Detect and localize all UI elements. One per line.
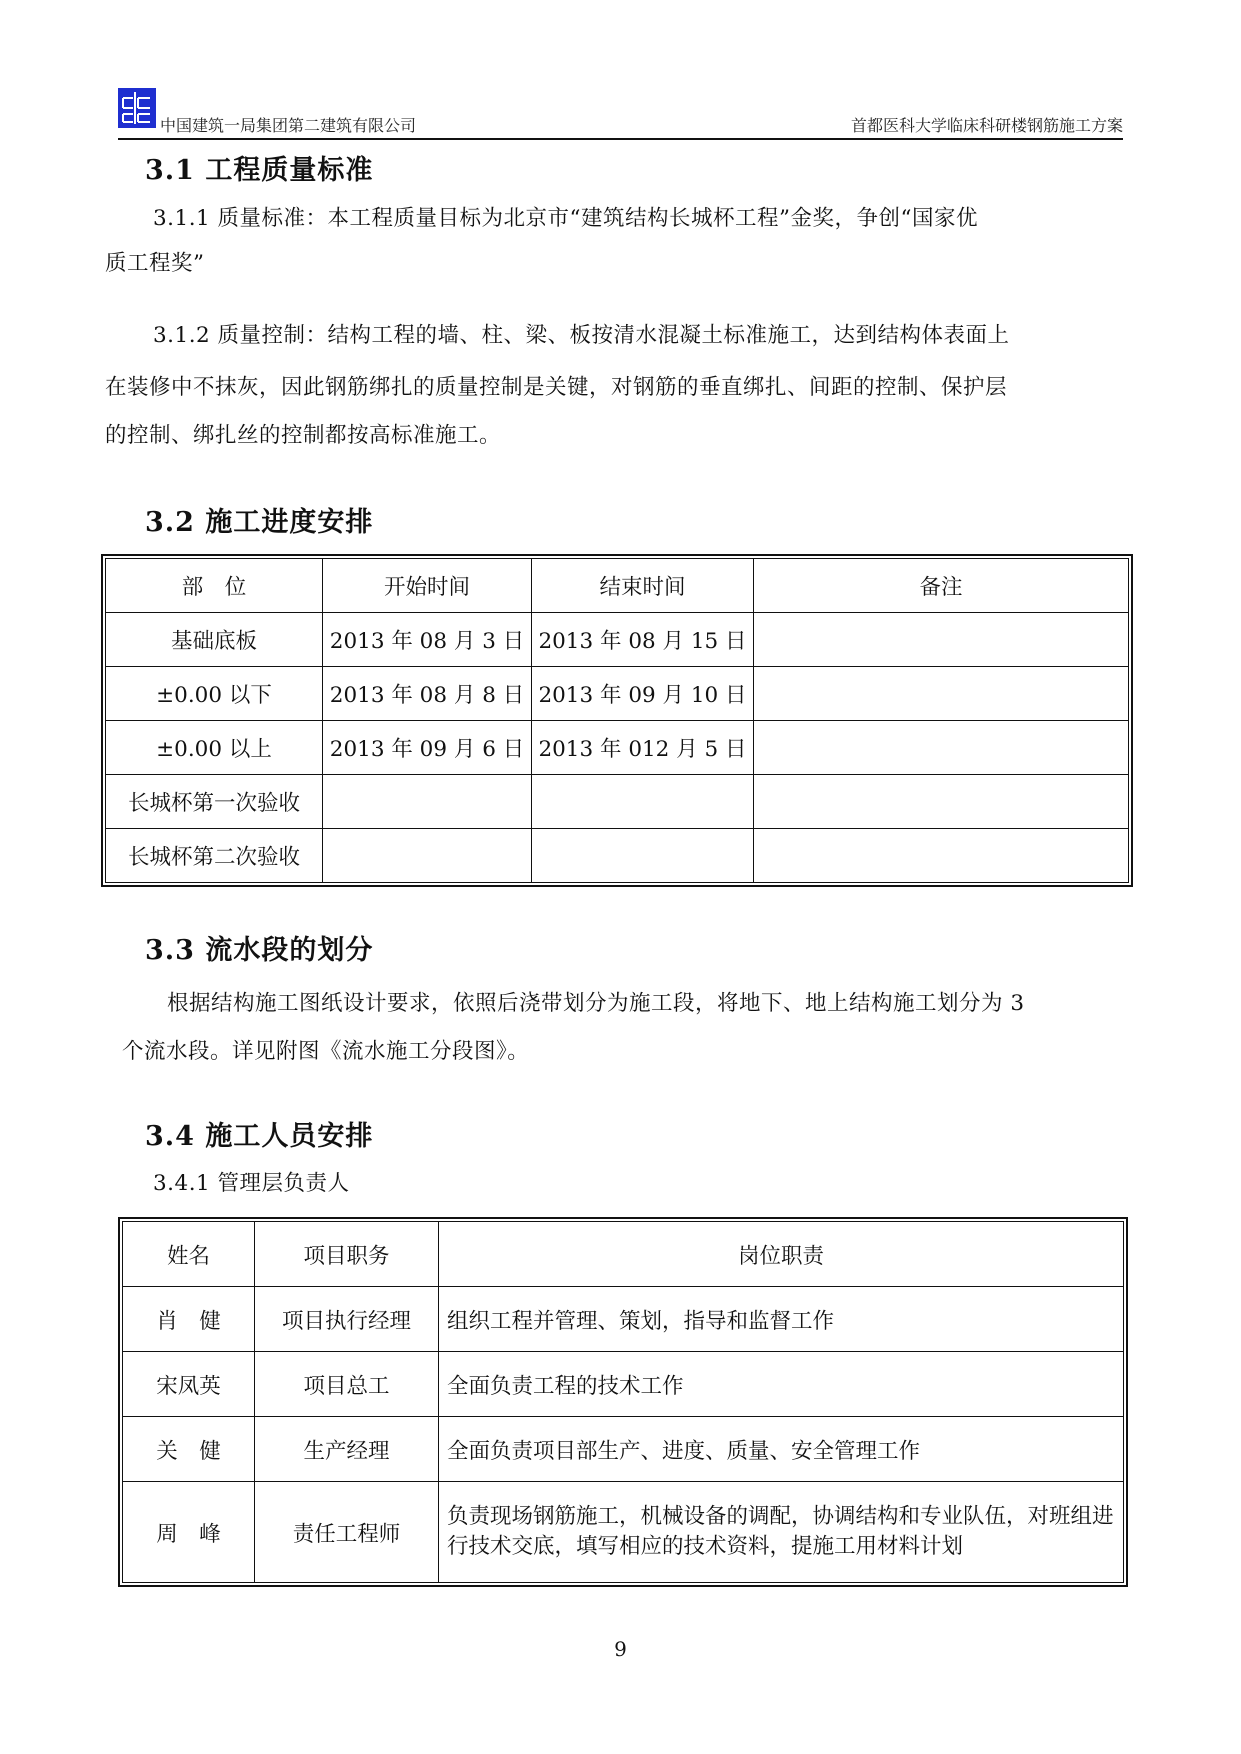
table-header-row <box>106 559 1129 613</box>
table-cell: 项目总工 <box>255 1352 439 1417</box>
table-row <box>123 1417 1124 1482</box>
para-3-1-1-line2: 质工程奖” <box>105 251 205 276</box>
table-row <box>123 1287 1124 1352</box>
table-cell <box>754 667 1129 721</box>
section-3-3-title: 3.3 流水段的划分 <box>145 935 374 966</box>
table-cell: ±0.00 以下 <box>106 667 323 721</box>
table-row <box>123 1352 1124 1417</box>
table-row <box>106 829 1129 883</box>
table-cell <box>754 613 1129 667</box>
table-cell: 宋凤英 <box>123 1352 255 1417</box>
table-cell: 组织工程并管理、策划，指导和监督工作 <box>439 1287 1124 1352</box>
header-cell: 结束时间 <box>532 559 754 613</box>
section-3-1-title: 3.1 工程质量标准 <box>145 155 374 186</box>
table-row <box>106 613 1129 667</box>
table-cell: 2013 年 012 月 5 日 <box>532 721 754 775</box>
table-cell: 关 健 <box>123 1417 255 1482</box>
table-cell <box>532 775 754 829</box>
para-3-1-2-line2: 在装修中不抹灰，因此钢筋绑扎的质量控制是关键，对钢筋的垂直绑扎、间距的控制、保护层 <box>105 375 1008 400</box>
table-cell: 肖 健 <box>123 1287 255 1352</box>
table-cell: 2013 年 09 月 6 日 <box>323 721 532 775</box>
para-3-1-1-line1: 3.1.1 质量标准：本工程质量目标为北京市“建筑结构长城杯工程”金奖，争创“国家优 <box>153 206 979 231</box>
section-3-2-title: 3.2 施工进度安排 <box>145 507 374 538</box>
table-row <box>106 721 1129 775</box>
para-3-1-2-line1: 3.1.2 质量控制：结构工程的墙、柱、梁、板按清水混凝土标准施工，达到结构体表面上 <box>153 323 1010 348</box>
table-cell: 长城杯第一次验收 <box>106 775 323 829</box>
table-row <box>106 775 1129 829</box>
table-cell: 2013 年 08 月 15 日 <box>532 613 754 667</box>
header-cell: 姓名 <box>123 1222 255 1287</box>
header-project-title: 首都医科大学临床科研楼钢筋施工方案 <box>850 116 1123 135</box>
header-cell: 备注 <box>754 559 1129 613</box>
table-cell: 2013 年 09 月 10 日 <box>532 667 754 721</box>
header-company-name: 中国建筑一局集团第二建筑有限公司 <box>160 116 417 135</box>
table-cell: 2013 年 08 月 3 日 <box>323 613 532 667</box>
table-cell <box>754 721 1129 775</box>
cscec-logo-icon <box>118 88 156 128</box>
table-cell: ±0.00 以上 <box>106 721 323 775</box>
section-3-4-title: 3.4 施工人员安排 <box>145 1121 374 1152</box>
header-cell: 部 位 <box>106 559 323 613</box>
table-cell: 周 峰 <box>123 1482 255 1583</box>
table-cell <box>532 829 754 883</box>
personnel-table <box>122 1221 1124 1583</box>
header-cell: 开始时间 <box>323 559 532 613</box>
header-cell: 岗位职责 <box>439 1222 1124 1287</box>
table-cell: 全面负责工程的技术工作 <box>439 1352 1124 1417</box>
table-cell: 生产经理 <box>255 1417 439 1482</box>
para-3-1-2-line3: 的控制、绑扎丝的控制都按高标准施工。 <box>105 423 502 448</box>
subsection-3-4-1-title: 3.4.1 管理层负责人 <box>153 1171 350 1196</box>
table-cell <box>754 829 1129 883</box>
table-cell: 2013 年 08 月 8 日 <box>323 667 532 721</box>
table-row <box>123 1482 1124 1583</box>
table-cell: 全面负责项目部生产、进度、质量、安全管理工作 <box>439 1417 1124 1482</box>
header-cell: 项目职务 <box>255 1222 439 1287</box>
company-logo <box>118 88 156 128</box>
table-header-row <box>123 1222 1124 1287</box>
table-cell: 负责现场钢筋施工，机械设备的调配，协调结构和专业队伍，对班组进行技术交底，填写相应的技术资料，提施工用材料计划 <box>439 1482 1124 1583</box>
table-cell: 基础底板 <box>106 613 323 667</box>
table-cell: 责任工程师 <box>255 1482 439 1583</box>
page-number: 9 <box>614 1637 627 1661</box>
table-cell <box>754 775 1129 829</box>
header-divider <box>118 138 1123 140</box>
table-cell: 长城杯第二次验收 <box>106 829 323 883</box>
table-cell <box>323 829 532 883</box>
para-3-3-line2: 个流水段。详见附图《流水施工分段图》。 <box>122 1039 530 1064</box>
table-cell <box>323 775 532 829</box>
table-cell: 项目执行经理 <box>255 1287 439 1352</box>
para-3-3-line1: 根据结构施工图纸设计要求，依照后浇带划分为施工段，将地下、地上结构施工划分为 3 <box>167 991 1025 1016</box>
table-row <box>106 667 1129 721</box>
schedule-table <box>105 558 1129 883</box>
